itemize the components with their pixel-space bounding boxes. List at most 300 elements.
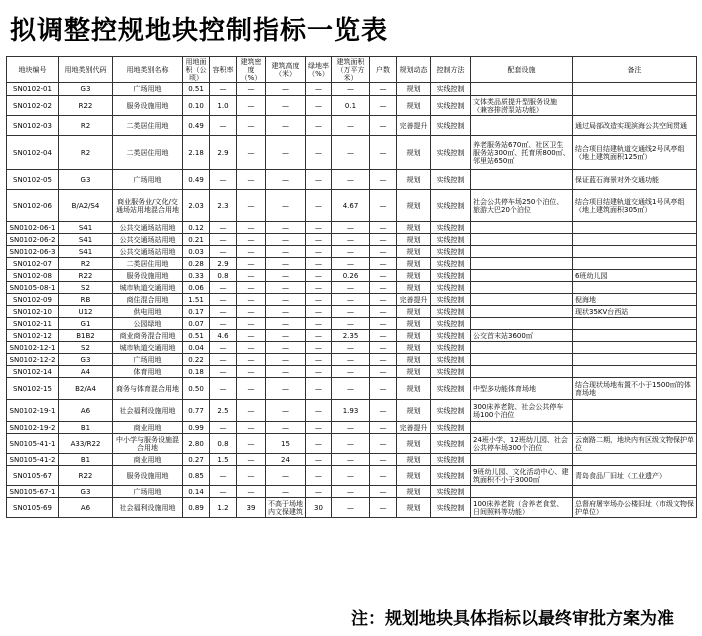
table-cell: — (306, 400, 332, 422)
table-cell: — (332, 318, 370, 330)
table-cell: 规划 (397, 354, 431, 366)
table-cell: — (306, 378, 332, 400)
table-cell: — (237, 354, 266, 366)
table-cell: 2.3 (210, 190, 237, 222)
table-cell: 规划 (397, 96, 431, 116)
table-cell: G3 (59, 170, 113, 190)
column-header: 绿地率（%） (306, 57, 332, 83)
table-cell: 0.14 (183, 486, 210, 498)
table-cell: 实线控制 (431, 342, 471, 354)
table-cell: G3 (59, 354, 113, 366)
table-cell: SN0105-69 (7, 498, 59, 518)
table-cell: — (332, 354, 370, 366)
table-cell: 规划 (397, 136, 431, 170)
table-cell (471, 83, 573, 96)
table-cell: 通过局部改造实现滨海公共空间贯通 (573, 116, 697, 136)
table-row (7, 466, 697, 486)
table-cell: SN0102-04 (7, 136, 59, 170)
table-cell: 实线控制 (431, 294, 471, 306)
table-row (7, 222, 697, 234)
table-cell: SN0102-05 (7, 170, 59, 190)
table-cell: 规划 (397, 246, 431, 258)
table-cell: 0.17 (183, 306, 210, 318)
table-cell: — (237, 234, 266, 246)
table-cell: 2.80 (183, 434, 210, 454)
table-cell: 39 (237, 498, 266, 518)
table-cell: — (210, 466, 237, 486)
table-cell: — (306, 96, 332, 116)
table-cell (573, 246, 697, 258)
table-cell (471, 258, 573, 270)
table-cell: — (332, 378, 370, 400)
table-cell: — (370, 222, 397, 234)
table-cell (471, 306, 573, 318)
table-cell: 规划 (397, 498, 431, 518)
table-row (7, 354, 697, 366)
table-cell: SN0102-12-1 (7, 342, 59, 354)
table-cell: — (306, 258, 332, 270)
table-cell: G3 (59, 486, 113, 498)
table-row (7, 96, 697, 116)
table-cell: — (332, 170, 370, 190)
table-cell: — (306, 136, 332, 170)
table-cell: — (266, 270, 306, 282)
table-row (7, 246, 697, 258)
table-cell: B1B2 (59, 330, 113, 342)
table-cell: — (210, 378, 237, 400)
table-row (7, 306, 697, 318)
table-cell: — (266, 306, 306, 318)
table-cell: A33/R22 (59, 434, 113, 454)
table-cell: — (306, 116, 332, 136)
table-cell: — (370, 116, 397, 136)
table-cell: — (306, 466, 332, 486)
table-cell: — (306, 366, 332, 378)
table-cell: — (332, 246, 370, 258)
table-cell: 完善提升 (397, 422, 431, 434)
table-cell: — (306, 270, 332, 282)
table-cell: 0.8 (210, 434, 237, 454)
table-cell: — (210, 234, 237, 246)
table-cell: — (237, 96, 266, 116)
table-cell: — (237, 222, 266, 234)
table-row (7, 434, 697, 454)
table-cell (573, 342, 697, 354)
table-cell (471, 116, 573, 136)
table-cell: 0.18 (183, 366, 210, 378)
table-cell: — (237, 454, 266, 466)
table-cell: 实线控制 (431, 354, 471, 366)
table-cell: B1 (59, 422, 113, 434)
table-cell: 2.35 (332, 330, 370, 342)
table-cell: — (237, 246, 266, 258)
table-row (7, 378, 697, 400)
table-cell: 实线控制 (431, 190, 471, 222)
column-header: 用地面积（公顷） (183, 57, 210, 83)
table-cell: — (306, 454, 332, 466)
table-cell: — (306, 330, 332, 342)
table-cell: 规划 (397, 234, 431, 246)
table-cell: 服务设施用地 (113, 270, 183, 282)
table-cell: 0.49 (183, 170, 210, 190)
table-cell: 社会公共停车场250个泊位、旅游大巴20个泊位 (471, 190, 573, 222)
table-cell: 实线控制 (431, 422, 471, 434)
table-cell: — (266, 294, 306, 306)
table-cell: — (210, 282, 237, 294)
table-cell: 供电用地 (113, 306, 183, 318)
table-cell: — (210, 306, 237, 318)
table-cell: SN0102-12-2 (7, 354, 59, 366)
table-cell (471, 422, 573, 434)
table-cell: — (332, 498, 370, 518)
table-row (7, 454, 697, 466)
table-cell: 0.85 (183, 466, 210, 486)
table-cell: 0.03 (183, 246, 210, 258)
table-cell: 实线控制 (431, 136, 471, 170)
table-cell: 4.6 (210, 330, 237, 342)
table-cell: S2 (59, 342, 113, 354)
table-cell: — (266, 222, 306, 234)
table-cell: 二类居住用地 (113, 258, 183, 270)
table-cell: — (306, 246, 332, 258)
table-cell: A4 (59, 366, 113, 378)
table-cell: — (306, 486, 332, 498)
table-cell: 规划 (397, 342, 431, 354)
table-cell: R2 (59, 258, 113, 270)
table-cell: 规划 (397, 318, 431, 330)
table-cell: 0.26 (332, 270, 370, 282)
table-row (7, 190, 697, 222)
table-cell: — (332, 234, 370, 246)
table-row (7, 422, 697, 434)
table-cell: — (370, 270, 397, 282)
table-cell: — (210, 116, 237, 136)
table-cell: 不高于场地内文保建筑 (266, 498, 306, 518)
table-cell: SN0102-15 (7, 378, 59, 400)
table-cell: — (210, 170, 237, 190)
table-cell: 商务与体育混合用地 (113, 378, 183, 400)
table-cell: 2.9 (210, 258, 237, 270)
table-cell: — (266, 258, 306, 270)
table-cell: 规划 (397, 378, 431, 400)
table-cell: 商住混合用地 (113, 294, 183, 306)
table-cell: — (370, 400, 397, 422)
table-cell: SN0102-06 (7, 190, 59, 222)
table-cell: 0.89 (183, 498, 210, 518)
table-cell: 保证蓝石海景对外交通功能 (573, 170, 697, 190)
table-cell: — (370, 234, 397, 246)
table-cell: 9班幼儿园、文化活动中心、建筑面积不小于3000㎡ (471, 466, 573, 486)
table-cell: — (370, 354, 397, 366)
table-cell: 青岛食品厂旧址（工业遗产） (573, 466, 697, 486)
table-cell: RB (59, 294, 113, 306)
table-cell: — (210, 422, 237, 434)
table-cell: — (332, 454, 370, 466)
table-cell: 实线控制 (431, 486, 471, 498)
table-cell: 中小学与服务设施混合用地 (113, 434, 183, 454)
table-row (7, 83, 697, 96)
table-cell: 30 (306, 498, 332, 518)
table-cell: SN0102-14 (7, 366, 59, 378)
table-cell: 结合项目结建轨道交通线2号风亭组（地上建筑面积125㎡） (573, 136, 697, 170)
table-cell: 规划 (397, 306, 431, 318)
table-cell: SN0102-09 (7, 294, 59, 306)
table-cell: 广场用地 (113, 170, 183, 190)
table-cell: 0.51 (183, 83, 210, 96)
table-cell: 广场用地 (113, 83, 183, 96)
table-cell: 15 (266, 434, 306, 454)
table-cell: — (266, 366, 306, 378)
table-cell: — (370, 378, 397, 400)
table-cell: 0.12 (183, 222, 210, 234)
table-cell: 规划 (397, 83, 431, 96)
table-cell: 总督府屠宰场办公楼旧址（市级文物保护单位） (573, 498, 697, 518)
table-cell: — (266, 234, 306, 246)
column-header: 户数 (370, 57, 397, 83)
table-cell: — (370, 454, 397, 466)
table-cell: 规划 (397, 282, 431, 294)
table-cell: G1 (59, 318, 113, 330)
table-cell: R22 (59, 270, 113, 282)
table-cell: 1.5 (210, 454, 237, 466)
column-header: 控制方法 (431, 57, 471, 83)
table-cell: — (266, 83, 306, 96)
table-cell: — (266, 246, 306, 258)
table-cell: — (332, 222, 370, 234)
column-header: 用地类别代码 (59, 57, 113, 83)
table-cell: 完善提升 (397, 294, 431, 306)
table-cell: 商业商务混合用地 (113, 330, 183, 342)
table-cell: 广场用地 (113, 486, 183, 498)
footnote: 注：规划地块具体指标以最终审批方案为准 (351, 609, 674, 629)
table-cell: — (332, 434, 370, 454)
table-cell (471, 342, 573, 354)
table-cell: 1.51 (183, 294, 210, 306)
table-cell: — (210, 222, 237, 234)
table-cell: 完善提升 (397, 116, 431, 136)
table-cell: — (237, 400, 266, 422)
table-cell: 城市轨道交通用地 (113, 282, 183, 294)
table-cell: — (370, 96, 397, 116)
table-cell: 社会福利设施用地 (113, 498, 183, 518)
table-cell: — (237, 258, 266, 270)
table-cell: SN0102-10 (7, 306, 59, 318)
table-cell: 24班小学、12班幼儿园、社会公共停车场300个泊位 (471, 434, 573, 454)
table-header-row (7, 57, 697, 83)
table-cell: — (266, 378, 306, 400)
table-cell: 规划 (397, 170, 431, 190)
table-cell: 文体类品质提升型服务设施（兼容排涝泵站功能） (471, 96, 573, 116)
table-cell (573, 222, 697, 234)
table-cell: — (266, 400, 306, 422)
table-row (7, 318, 697, 330)
table-cell: R2 (59, 136, 113, 170)
table-cell: — (332, 116, 370, 136)
table-cell: — (237, 378, 266, 400)
table-cell (573, 486, 697, 498)
table-cell: — (370, 486, 397, 498)
table-cell: 公共交通场站用地 (113, 246, 183, 258)
table-cell: 实线控制 (431, 466, 471, 486)
table-cell (573, 330, 697, 342)
table-cell: 实线控制 (431, 234, 471, 246)
table-cell: S41 (59, 222, 113, 234)
table-cell (471, 270, 573, 282)
table-cell: 0.1 (332, 96, 370, 116)
table-cell: 中型多功能体育场地 (471, 378, 573, 400)
table-cell: R22 (59, 466, 113, 486)
table-cell: 商业用地 (113, 422, 183, 434)
table-cell: 0.22 (183, 354, 210, 366)
table-row (7, 282, 697, 294)
table-cell: 0.77 (183, 400, 210, 422)
table-cell: — (332, 486, 370, 498)
table-cell: — (332, 136, 370, 170)
table-cell: 300床养老院、社会公共停车场100个泊位 (471, 400, 573, 422)
table-cell: 0.50 (183, 378, 210, 400)
table-row (7, 366, 697, 378)
table-cell: — (332, 83, 370, 96)
table-cell: — (332, 294, 370, 306)
table-cell: SN0102-03 (7, 116, 59, 136)
table-cell (471, 170, 573, 190)
table-cell (471, 486, 573, 498)
table-cell: 实线控制 (431, 96, 471, 116)
table-cell: — (266, 116, 306, 136)
table-cell: — (266, 486, 306, 498)
column-header: 备注 (573, 57, 697, 83)
table-cell: — (370, 170, 397, 190)
column-header: 规划动态 (397, 57, 431, 83)
table-cell: U12 (59, 306, 113, 318)
table-cell: — (370, 136, 397, 170)
table-cell: 实线控制 (431, 170, 471, 190)
table-cell (573, 234, 697, 246)
table-cell (573, 400, 697, 422)
table-cell: — (306, 318, 332, 330)
indicator-table (6, 56, 697, 518)
table-cell (471, 354, 573, 366)
table-cell: SN0102-06-3 (7, 246, 59, 258)
table-cell: — (370, 330, 397, 342)
table-cell: — (306, 234, 332, 246)
table-cell (573, 258, 697, 270)
table-row (7, 330, 697, 342)
table-cell (471, 294, 573, 306)
table-cell: — (266, 330, 306, 342)
table-cell: R22 (59, 96, 113, 116)
table-cell: 100床养老院（含养老食堂、日间照料等功能） (471, 498, 573, 518)
table-cell: 1.0 (210, 96, 237, 116)
table-cell: 体育用地 (113, 366, 183, 378)
table-cell: G3 (59, 83, 113, 96)
table-cell (471, 234, 573, 246)
table-cell: 云南路二期，地块内有区级文物保护单位 (573, 434, 697, 454)
table-cell: 公园绿地 (113, 318, 183, 330)
table-cell: SN0102-06-1 (7, 222, 59, 234)
table-cell: — (237, 486, 266, 498)
table-cell (573, 454, 697, 466)
table-cell: SN0105-41-1 (7, 434, 59, 454)
table-cell (573, 96, 697, 116)
table-cell: 0.04 (183, 342, 210, 354)
table-cell: — (332, 306, 370, 318)
table-cell: — (370, 83, 397, 96)
table-cell: 广场用地 (113, 354, 183, 366)
table-cell: 二类居住用地 (113, 116, 183, 136)
table-cell: 实线控制 (431, 222, 471, 234)
table-cell: 规划 (397, 466, 431, 486)
table-cell: SN0105-67 (7, 466, 59, 486)
table-cell: SN0105-41-2 (7, 454, 59, 466)
table-cell: SN0102-06-2 (7, 234, 59, 246)
table-cell: — (266, 466, 306, 486)
table-cell (573, 366, 697, 378)
table-cell: — (237, 270, 266, 282)
table-cell: 商业用地 (113, 454, 183, 466)
table-cell: 6班幼儿园 (573, 270, 697, 282)
table-cell: 城市轨道交通用地 (113, 342, 183, 354)
table-cell: — (237, 306, 266, 318)
table-cell: B1 (59, 454, 113, 466)
table-cell: — (237, 466, 266, 486)
table-cell: 24 (266, 454, 306, 466)
table-cell: — (266, 136, 306, 170)
table-cell (471, 282, 573, 294)
table-cell: — (306, 282, 332, 294)
table-cell: 服务设施用地 (113, 466, 183, 486)
table-cell: S41 (59, 234, 113, 246)
table-cell: — (370, 306, 397, 318)
table-cell: 实线控制 (431, 366, 471, 378)
column-header: 建筑密度（%） (237, 57, 266, 83)
table-cell: — (266, 342, 306, 354)
table-cell: — (237, 366, 266, 378)
table-cell: SN0102-19-2 (7, 422, 59, 434)
table-cell: 结合项目结建轨道交通线1号风亭组（地上建筑面积305㎡） (573, 190, 697, 222)
table-cell: 实线控制 (431, 270, 471, 282)
table-cell: 0.06 (183, 282, 210, 294)
table-cell: 0.27 (183, 454, 210, 466)
table-cell: — (306, 422, 332, 434)
table-cell: 公共交通场站用地 (113, 234, 183, 246)
table-cell: — (332, 282, 370, 294)
table-cell: — (237, 116, 266, 136)
table-cell: — (370, 366, 397, 378)
table-cell: — (370, 466, 397, 486)
table-cell: SN0105-67-1 (7, 486, 59, 498)
table-row (7, 234, 697, 246)
table-cell (573, 318, 697, 330)
table-cell (573, 422, 697, 434)
table-cell: SN0102-08 (7, 270, 59, 282)
table-cell: B2/A4 (59, 378, 113, 400)
table-cell: 实线控制 (431, 400, 471, 422)
table-row (7, 498, 697, 518)
table-cell: — (370, 318, 397, 330)
table-cell: SN0102-12 (7, 330, 59, 342)
table-cell: 规划 (397, 330, 431, 342)
table-cell: 商业服务业/文化/交通场站用地混合用地 (113, 190, 183, 222)
table-cell (573, 83, 697, 96)
table-cell: — (332, 422, 370, 434)
table-cell: — (332, 258, 370, 270)
table-cell: 规划 (397, 454, 431, 466)
table-cell: — (237, 342, 266, 354)
table-cell: 实线控制 (431, 246, 471, 258)
table-cell: — (210, 318, 237, 330)
column-header: 配套设施 (471, 57, 573, 83)
